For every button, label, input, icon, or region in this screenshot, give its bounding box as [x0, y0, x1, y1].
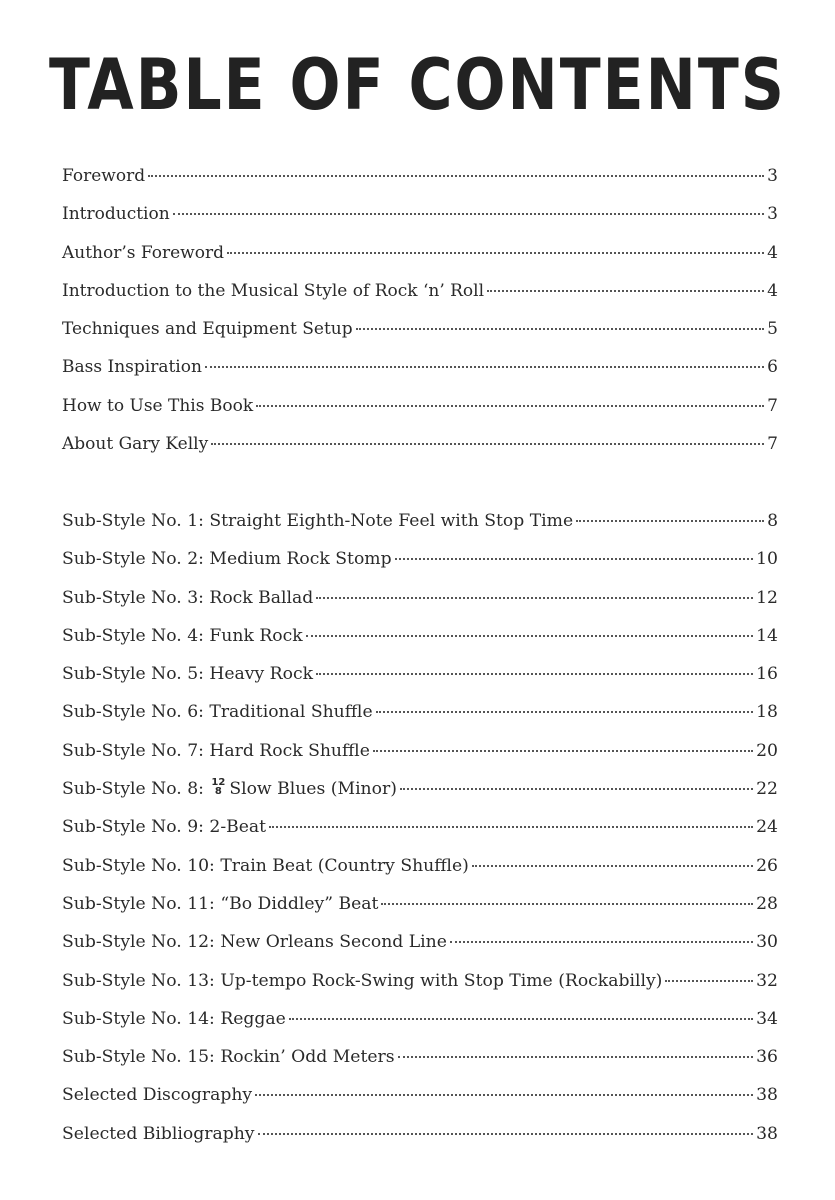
- dot-leader: [256, 405, 764, 407]
- toc-entry[interactable]: [62, 549, 778, 587]
- toc-entry-label: [62, 776, 397, 800]
- toc-entry-page: 16: [756, 664, 778, 685]
- toc-entry-page: 8: [767, 511, 778, 531]
- dot-leader: [398, 1056, 754, 1058]
- dot-leader: [316, 673, 753, 675]
- toc-entry[interactable]: [62, 856, 778, 894]
- dot-leader: [205, 366, 764, 368]
- toc-entry-label: Sub-Style No. 4: Funk Rock: [62, 625, 303, 646]
- toc-entry-page: 3: [767, 166, 778, 186]
- toc-entry[interactable]: [62, 281, 778, 319]
- toc-entry-page: 30: [756, 932, 778, 953]
- toc-entry-label: Sub-Style No. 2: Medium Rock Stomp: [62, 549, 392, 570]
- toc-entry-page: 32: [756, 970, 778, 991]
- toc-entry-label: Introduction to the Musical Style of Rock ‘n’ Roll: [62, 280, 485, 301]
- toc-entry[interactable]: [62, 1085, 778, 1123]
- toc-entry-page: 38: [756, 1085, 778, 1106]
- toc-entry-label: Sub-Style No. 6: Traditional Shuffle: [62, 702, 373, 723]
- dot-leader: [450, 941, 753, 943]
- toc-entry-page: 7: [767, 395, 778, 416]
- toc-entry-page: 22: [756, 779, 778, 800]
- toc-entry-label: How to Use This Book: [62, 395, 254, 416]
- toc-entry-label: Sub-Style No. 14: Reggae: [62, 1008, 286, 1029]
- toc-entry-page: 10: [756, 549, 778, 570]
- toc-entry[interactable]: [62, 702, 778, 740]
- dot-leader: [400, 788, 753, 790]
- toc-entry-label: Sub-Style No. 3: Rock Ballad: [62, 587, 314, 608]
- toc-entry-label-prefix: Sub-Style No. 8:: [62, 779, 204, 800]
- toc-entry-page: 14: [756, 625, 778, 646]
- dot-leader: [269, 826, 753, 828]
- dot-leader: [576, 520, 764, 522]
- dot-leader: [211, 443, 764, 445]
- time-signature-bottom: 8: [214, 785, 222, 797]
- toc-entry[interactable]: [62, 817, 778, 855]
- toc-entry[interactable]: [62, 1009, 778, 1047]
- toc-entry-label: Techniques and Equipment Setup: [62, 319, 353, 340]
- toc-entry[interactable]: [62, 243, 778, 281]
- toc-entry-label: Sub-Style No. 11: “Bo Diddley” Beat: [62, 893, 379, 914]
- toc-entry-page: 24: [756, 817, 778, 838]
- toc-entry[interactable]: [62, 166, 778, 204]
- toc-entry-label: Selected Discography: [62, 1085, 253, 1106]
- toc-entry-label: Sub-Style No. 9: 2-Beat: [62, 817, 267, 838]
- toc-entry-label: Author’s Foreword: [62, 242, 224, 263]
- toc-front-matter: [62, 166, 778, 472]
- toc-entry-label: About Gary Kelly: [62, 434, 209, 455]
- dot-leader: [472, 865, 753, 867]
- toc-entry[interactable]: [62, 741, 778, 779]
- dot-leader: [665, 980, 753, 982]
- time-signature-top: 12: [211, 776, 226, 788]
- toc-entry-page: 3: [767, 204, 778, 225]
- dot-leader: [148, 175, 764, 177]
- toc-entry-page: 28: [756, 893, 778, 914]
- toc-sub-styles: [62, 511, 778, 1162]
- toc-entry-page: 18: [756, 702, 778, 723]
- toc-entry-page: 38: [756, 1123, 778, 1144]
- dot-leader: [227, 252, 764, 254]
- dot-leader: [373, 750, 753, 752]
- toc-entry-label: Foreword: [62, 166, 146, 186]
- toc-entry[interactable]: [62, 319, 778, 357]
- dot-leader: [487, 290, 764, 292]
- dot-leader: [376, 711, 753, 713]
- toc-entry-page: 5: [767, 319, 778, 340]
- dot-leader: [258, 1133, 754, 1135]
- toc-entry[interactable]: [62, 204, 778, 242]
- toc-entry-label: Sub-Style No. 10: Train Beat (Country Shuffle): [62, 855, 469, 876]
- toc-entry-label: Introduction: [62, 204, 170, 225]
- toc-entry[interactable]: [62, 357, 778, 395]
- toc-entry-label: Sub-Style No. 5: Heavy Rock: [62, 664, 313, 685]
- dot-leader: [316, 597, 753, 599]
- toc-entry-page: 36: [756, 1047, 778, 1068]
- toc-entry[interactable]: [62, 1047, 778, 1085]
- toc-entry-label: Sub-Style No. 13: Up-tempo Rock-Swing with Stop Time (Rockabilly): [62, 970, 663, 991]
- dot-leader: [381, 903, 753, 905]
- dot-leader: [173, 213, 765, 215]
- toc-entry[interactable]: [62, 511, 778, 549]
- toc-entry-label: Sub-Style No. 7: Hard Rock Shuffle: [62, 740, 370, 761]
- toc-entry[interactable]: [62, 932, 778, 970]
- toc-entry[interactable]: [62, 664, 778, 702]
- toc-entry[interactable]: [62, 776, 778, 817]
- toc-entry[interactable]: [62, 894, 778, 932]
- dot-leader: [255, 1094, 753, 1096]
- toc-entry-label-suffix: Slow Blues (Minor): [229, 779, 397, 800]
- toc-entry-page: 6: [767, 357, 778, 378]
- toc-entry-page: 34: [756, 1008, 778, 1029]
- dot-leader: [395, 558, 754, 560]
- toc-entry[interactable]: [62, 396, 778, 434]
- toc-entry-page: 7: [767, 434, 778, 455]
- toc-entry-page: 12: [756, 587, 778, 608]
- toc-entry[interactable]: [62, 626, 778, 664]
- time-signature: [211, 778, 225, 796]
- toc-entry-page: 26: [756, 855, 778, 876]
- toc-entry[interactable]: [62, 971, 778, 1009]
- toc-entry[interactable]: [62, 588, 778, 626]
- toc-entry-page: 4: [767, 280, 778, 301]
- toc-entry-page: 20: [756, 740, 778, 761]
- toc-entry[interactable]: [62, 434, 778, 472]
- toc-entry-label: Sub-Style No. 1: Straight Eighth-Note Feel with Stop Time: [62, 511, 574, 531]
- dot-leader: [306, 635, 753, 637]
- toc-entry-label: Sub-Style No. 15: Rockin’ Odd Meters: [62, 1047, 395, 1068]
- toc-entry-label: Bass Inspiration: [62, 357, 202, 378]
- toc-entry-label: Selected Bibliography: [62, 1123, 255, 1144]
- dot-leader: [289, 1018, 753, 1020]
- toc-entry-label: Sub-Style No. 12: New Orleans Second Line: [62, 932, 447, 953]
- toc-entry-page: 4: [767, 242, 778, 263]
- dot-leader: [356, 328, 765, 330]
- toc-entry[interactable]: [62, 1124, 778, 1162]
- page-title: TABLE OF CONTENTS: [49, 44, 786, 127]
